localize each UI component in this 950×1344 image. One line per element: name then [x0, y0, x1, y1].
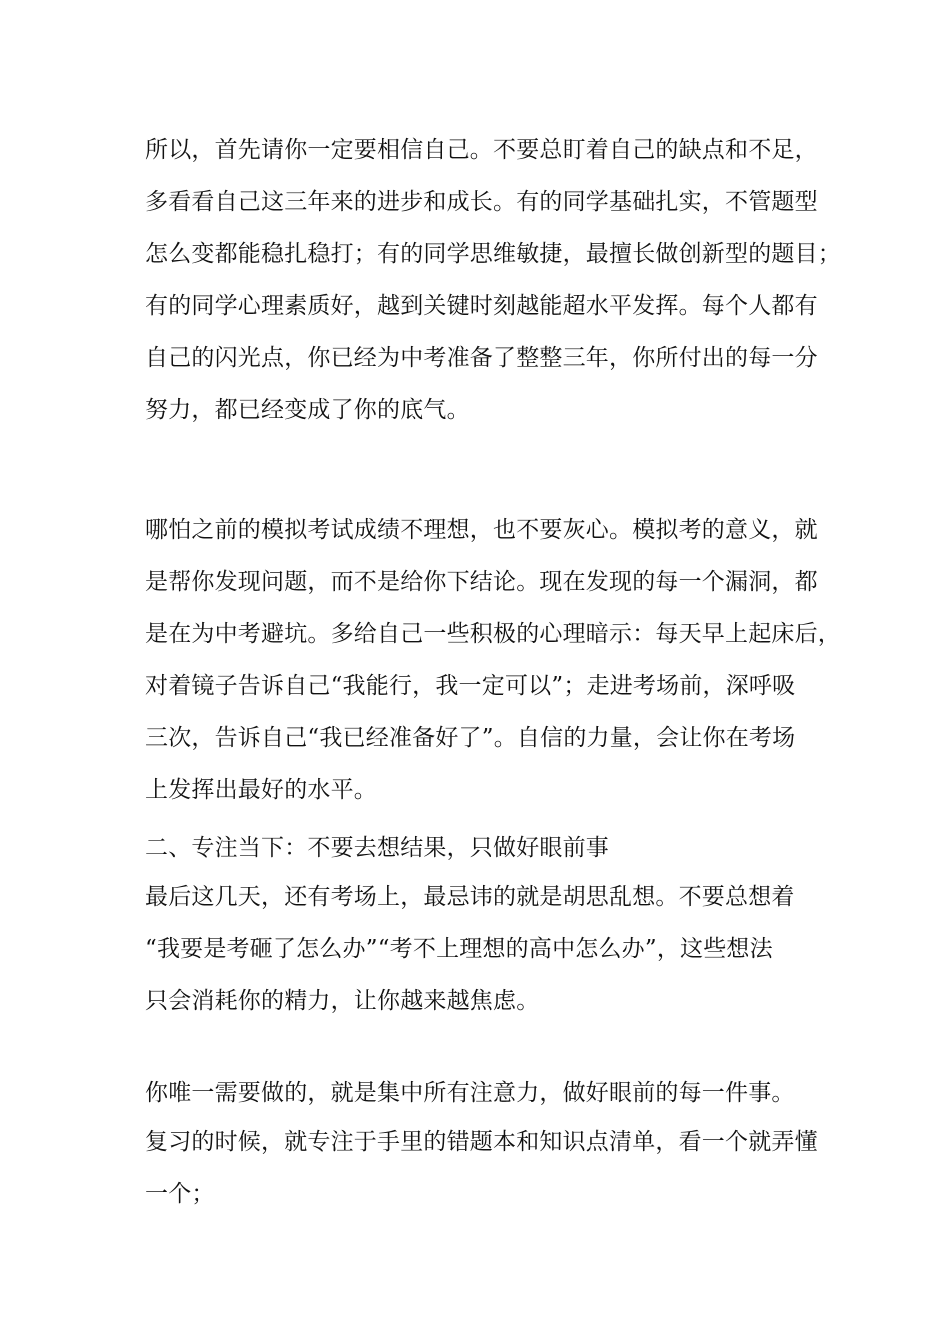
text-line: 多看看自己这三年来的进步和成长。有的同学基础扎实，不管题型 [145, 189, 818, 215]
text-line: 是帮你发现问题，而不是给你下结论。现在发现的每一个漏洞，都 [145, 569, 818, 595]
text-line: 一个； [145, 1181, 215, 1207]
section-focus-present [145, 826, 835, 1027]
text-line: 哪怕之前的模拟考试成绩不理想，也不要灰心。模拟考的意义，就 [145, 517, 818, 543]
section-heading: 二、专注当下：不要去想结果，只做好眼前事 [145, 835, 609, 861]
text-line: “我要是考砸了怎么办”“考不上理想的高中怎么办”，这些想法 [145, 936, 773, 962]
text-line: 自己的闪光点，你已经为中考准备了整整三年，你所付出的每一分 [145, 345, 818, 371]
paragraph-mock-exams [145, 504, 841, 816]
text-line: 三次，告诉自己“我已经准备好了”。自信的力量，会让你在考场 [145, 725, 796, 751]
paragraph-concentrate [145, 1071, 835, 1220]
text-line: 复习的时候，就专注于手里的错题本和知识点清单，看一个就弄懂 [145, 1129, 818, 1155]
text-line: 怎么变都能稳扎稳打；有的同学思维敏捷，最擅长做创新型的题目； [145, 241, 841, 267]
text-line: 所以，首先请你一定要相信自己。不要总盯着自己的缺点和不足， [145, 137, 818, 163]
text-line: 最后这几天，还有考场上，最忌讳的就是胡思乱想。不要总想着 [145, 884, 795, 910]
text-line: 是在为中考避坑。多给自己一些积极的心理暗示：每天早上起床后， [145, 621, 841, 647]
text-line: 上发挥出最好的水平。 [145, 777, 377, 803]
text-line: 对着镜子告诉自己“我能行，我一定可以”；走进考场前，深呼吸 [145, 673, 796, 699]
paragraph-self-confidence [145, 124, 841, 436]
text-line: 只会消耗你的精力，让你越来越焦虑。 [145, 988, 540, 1014]
text-line: 你唯一需要做的，就是集中所有注意力，做好眼前的每一件事。 [145, 1080, 795, 1106]
text-line: 努力，都已经变成了你的底气。 [145, 397, 470, 423]
text-line: 有的同学心理素质好，越到关键时刻越能超水平发挥。每个人都有 [145, 293, 818, 319]
